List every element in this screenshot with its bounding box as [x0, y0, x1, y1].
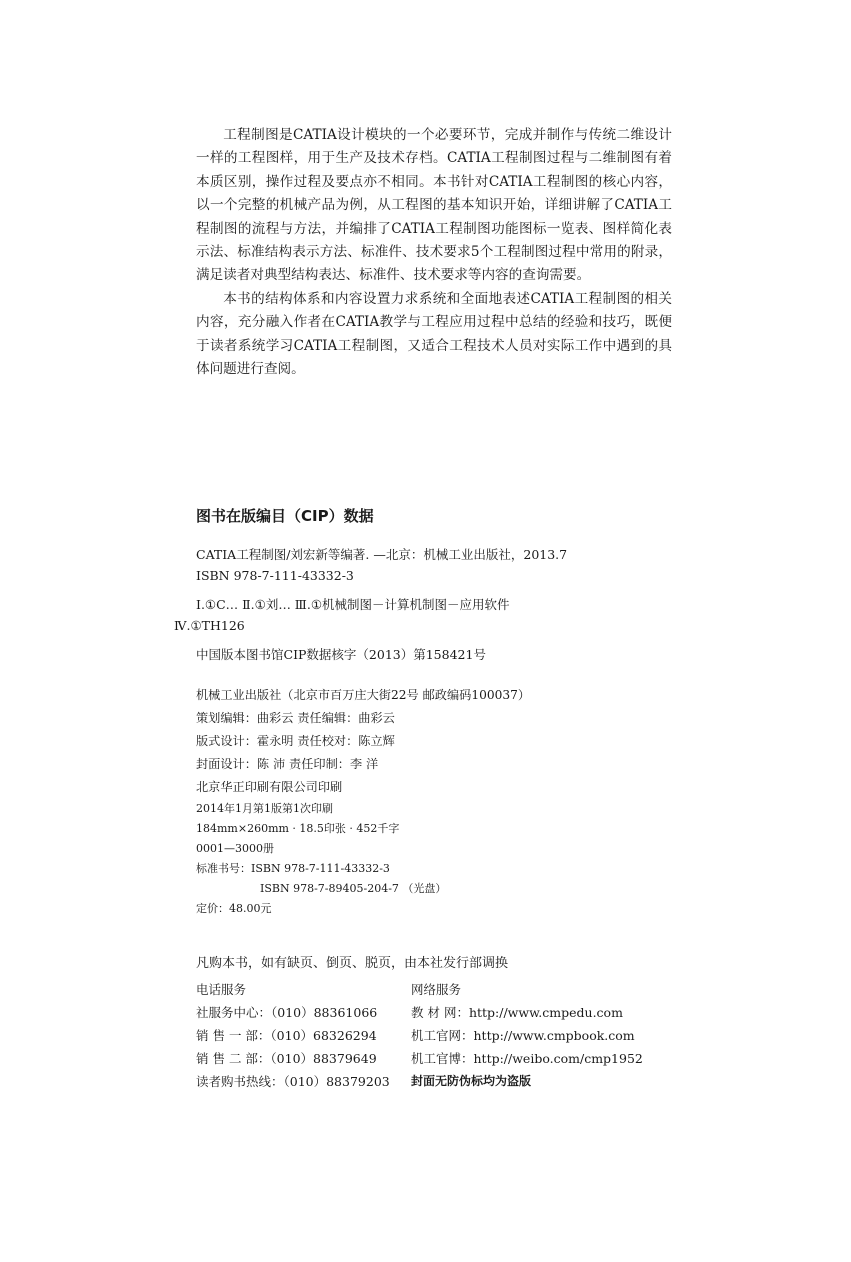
layout-proofreading: 版式设计：霍永明 责任校对：陈立辉	[196, 734, 395, 748]
phone-sales-2: 销 售 二 部：（010）88379649	[196, 1050, 377, 1066]
phone-sales-1: 销 售 一 部：（010）68326294	[196, 1027, 377, 1043]
cip-line-title-author: CATIA工程制图/刘宏新等编著. —北京：机械工业出版社，2013.7	[196, 547, 568, 562]
publisher-address: 机械工业出版社（北京市百万庄大街22号 邮政编码100037）	[196, 688, 531, 702]
reader-hotline: 读者购书热线：（010）88379203	[196, 1073, 390, 1089]
phone-service-heading: 电话服务	[196, 981, 247, 997]
anti-piracy-notice: 封面无防伪标均为盗版	[411, 1074, 532, 1088]
cip-line-verification: 中国版本图书馆CIP数据核字（2013）第158421号	[196, 647, 486, 662]
intro-paragraph-1: 工程制图是CATIA设计模块的一个必要环节，完成并制作与传统二维设计一样的工程图样，用于生产及技术存档。CATIA工程制图过程与二维制图有着本质区别，操作过程及要点亦不相同。本书针对CATIA工程制图的核心内容，以一个完整的机械产品为例，从工程图的基本知识开始，详细讲解了CATIA工程制图的流程与方法，并编排了CATIA工程制图功能图标一览表、图样简化表示法、标准结构表示方法、标准件、技术要求5个工程制图过程中常用的附录，满足读者对典型结构表达、标准件、技术要求等内容的查询需要。	[196, 127, 672, 284]
printer: 北京华正印刷有限公司印刷	[196, 780, 343, 794]
publishing-details	[196, 684, 696, 919]
price: 定价：48.00元	[196, 902, 272, 915]
service-row	[196, 1000, 643, 1023]
service-info	[196, 953, 676, 1092]
service-row	[196, 1046, 643, 1069]
online-service-heading: 网络服务	[411, 981, 462, 997]
official-website: 机工官网：http://www.cmpbook.com	[411, 1027, 635, 1043]
phone-service-center: 社服务中心：（010）88361066	[196, 1004, 378, 1020]
cip-line-isbn: ISBN 978-7-111-43332-3	[196, 568, 354, 583]
cd-isbn: ISBN 978-7-89405-204-7 （光盘）	[260, 882, 447, 895]
service-row	[196, 1023, 643, 1046]
service-header-row	[196, 977, 643, 1000]
editors: 策划编辑：曲彩云 责任编辑：曲彩云	[196, 711, 395, 725]
book-introduction	[196, 124, 672, 381]
service-table	[196, 977, 643, 1092]
standard-book-number: 标准书号：ISBN 978-7-111-43332-3	[196, 862, 390, 875]
cip-title: 图书在版编目（CIP）数据	[196, 507, 374, 525]
edition: 2014年1月第1版第1次印刷	[196, 802, 333, 815]
cover-printing: 封面设计：陈 沛 责任印制：李 洋	[196, 757, 379, 771]
print-run: 0001—3000册	[196, 842, 274, 855]
cip-data-block	[174, 505, 696, 665]
cip-line-class-number: Ⅳ.①TH126	[174, 618, 245, 633]
intro-paragraph-2: 本书的结构体系和内容设置力求系统和全面地表述CATIA工程制图的相关内容，充分融入作者在CATIA教学与工程应用过程中总结的经验和技巧，既便于读者系统学习CATIA工程制图，又适合工程技术人员对实际工作中遇到的具体问题进行查阅。	[196, 290, 672, 378]
cip-line-classification: Ⅰ.①C… Ⅱ.①刘… Ⅲ.①机械制图－计算机制图－应用软件	[196, 597, 510, 612]
exchange-notice: 凡购本书，如有缺页、倒页、脱页，由本社发行部调换	[196, 956, 509, 971]
format-size: 184mm×260mm · 18.5印张 · 452千字	[196, 822, 400, 835]
textbook-website: 教 材 网：http://www.cmpedu.com	[411, 1004, 623, 1020]
official-weibo: 机工官博：http://weibo.com/cmp1952	[411, 1050, 643, 1066]
service-row	[196, 1069, 643, 1092]
